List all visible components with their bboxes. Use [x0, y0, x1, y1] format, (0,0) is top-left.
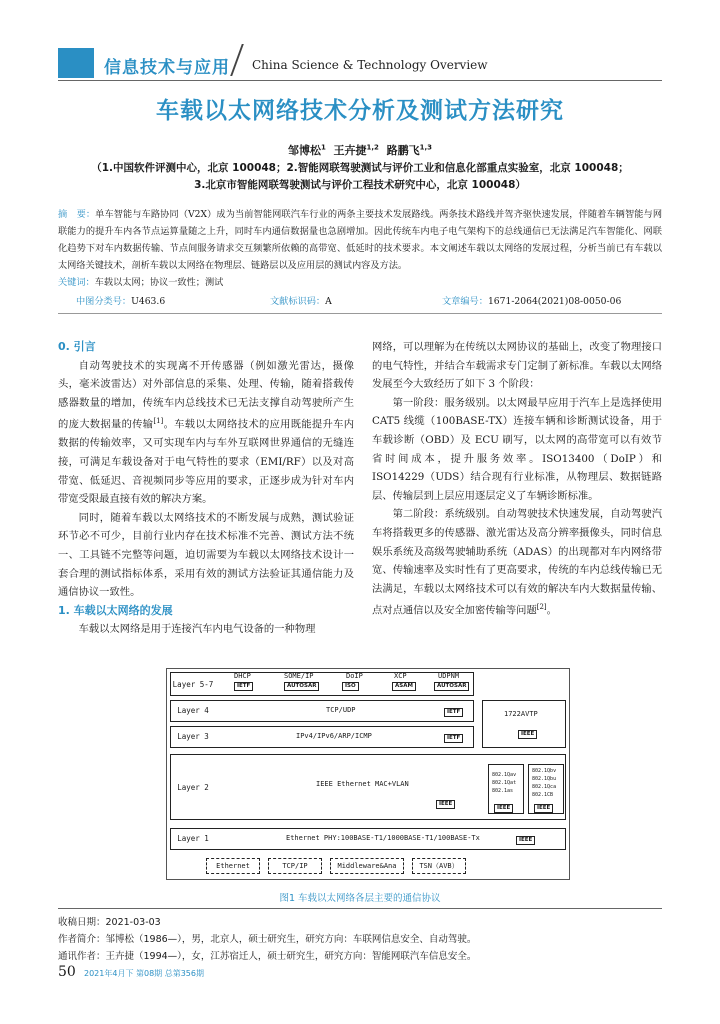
layer-label: Layer 3: [177, 732, 209, 741]
protocol-tag: IEEE: [436, 800, 455, 809]
legend-item: Middleware&Ana: [330, 858, 404, 874]
article-meta: [76, 293, 662, 307]
issue-info: 2021年4月下 第08期 总第356期: [84, 969, 204, 978]
tsn-std: 802.1Qbv: [532, 768, 557, 774]
paragraph: 网络，可以理解为在传统以太网协议的基础上，改变了物理接口的电气特性，并结合车载需求专门定制了新标准。车载以太网络发展至今大致经历了如下 3 个阶段：: [372, 341, 662, 391]
header-accent-bar: [58, 48, 94, 78]
protocol-tag: IEEE: [494, 804, 513, 813]
author-sup: 1,2: [366, 143, 379, 152]
layer-label: Layer 4: [177, 706, 209, 715]
section-heading: 1. 车载以太网络的发展: [58, 603, 173, 617]
left-column: [58, 338, 354, 639]
section-label: 信息技术与应用: [104, 58, 230, 78]
protocol-tag: IETF: [234, 682, 253, 691]
header-rule: [58, 80, 662, 81]
art-value: 1671-2064(2021)08-0050-06: [487, 296, 622, 307]
author-name: 邹博松: [287, 144, 321, 157]
protocol-name: XCP: [394, 672, 407, 680]
protocol-name: DoIP: [346, 672, 363, 680]
protocol-tag: IEEE: [534, 804, 553, 813]
tsn-std: 802.1as: [492, 788, 514, 794]
tsn-std: 802.1Qav: [492, 772, 517, 778]
protocol-name: Ethernet PHY:100BASE-T1/1000BASE-T1/100BASE-Tx: [286, 834, 480, 842]
legend-item: TSN（AVB）: [412, 858, 466, 874]
layer-label: Layer 2: [177, 783, 209, 792]
protocol-tag: IEEE: [518, 730, 537, 739]
protocol-tag: AUTOSAR: [434, 682, 469, 691]
protocol-name: UDPNM: [438, 672, 460, 680]
legend-item: Ethernet: [206, 858, 260, 874]
page-number: 50: [58, 964, 76, 980]
affiliation-line: （1.中国软件评测中心，北京 100048；2.智能网联驾驶测试与评价工业和信息化部重点实验室，北京 100048；: [91, 162, 629, 174]
header-divider: [230, 44, 244, 76]
protocol-name: TCP/UDP: [326, 706, 356, 714]
keywords-label: 关键词：: [58, 277, 95, 288]
tsn-std: 802.1Qat: [492, 780, 517, 786]
protocol-name: SOME/IP: [284, 672, 314, 680]
avtp-box: [482, 700, 566, 748]
protocol-tag: IETF: [444, 734, 463, 743]
author-list: [0, 142, 720, 158]
legend-item: TCP/IP: [268, 858, 322, 874]
abstract-rule: [58, 313, 662, 314]
footnote: 作者简介：邹博松（1986—），男，北京人，硕士研究生，研究方向：车联网信息安全、自动驾驶。: [58, 934, 477, 945]
author-name: 路鹏飞: [386, 144, 420, 157]
tsn-std: 802.1CB: [532, 792, 554, 798]
paragraph: 第一阶段：服务级别。以太网最早应用于汽车上是选择使用 CAT5 线缆（100BASE-TX）连接车辆和诊断测试设备，用于车载诊断（OBD）及 ECU 刷写，以太网的高带宽可以有效节省时间成本，提升服务效率。ISO13400（DoIP）和 ISO14229（UDS）结合现有行业标准，从物理层、数据链路层、传输层到上层应用逐层定义了车辆诊断标准。: [372, 396, 662, 502]
protocol-tag: ASAM: [392, 682, 416, 691]
protocol-tag: IEEE: [516, 836, 535, 845]
protocol-tag: IETF: [444, 708, 463, 717]
author-sup: 1,3: [419, 143, 433, 152]
protocol-name: IPv4/IPv6/ARP/ICMP: [296, 732, 372, 740]
layer-label: Layer 1: [177, 834, 209, 843]
doc-value: A: [325, 296, 332, 307]
protocol-tag: AUTOSAR: [284, 682, 319, 691]
section-heading: 0. 引言: [58, 340, 96, 353]
article-title: 车载以太网络技术分析及测试方法研究: [156, 98, 564, 124]
author-name: 王卉捷: [333, 144, 367, 157]
protocol-layer-diagram: [166, 668, 570, 880]
tsn-std: 802.1Qbu: [532, 776, 557, 782]
protocol-name: IEEE Ethernet MAC+VLAN: [316, 780, 409, 788]
affiliation-line: 3.北京市智能网联驾驶测试与评价工程技术研究中心，北京 100048）: [194, 179, 526, 191]
protocol-tag: ISO: [342, 682, 359, 691]
paragraph: 同时，随着车载以太网络技术的不断发展与成熟，测试验证环节必不可少，目前行业内存在技术标准不完善、测试方法不统一、工具链不完整等问题，迫切需要为车载以太网络技术设计一套合理的测试指标体系，采用有效的测试方法验证其通信能力及通信协议一致性。: [58, 511, 354, 599]
abstract: [58, 206, 662, 291]
protocol-name: DHCP: [234, 672, 251, 680]
art-label: 文章编号：: [442, 296, 488, 307]
clc-label: 中图分类号：: [76, 296, 132, 307]
paragraph: 车载以太网络是用于连接汽车内电气设备的一种物理: [78, 623, 316, 636]
protocol-name: 1722AVTP: [504, 710, 538, 718]
figure-caption: 图1 车载以太网络各层主要的通信协议: [279, 893, 441, 904]
footnote-rule: [58, 908, 662, 909]
paragraph: 第二阶段：系统级别。自动驾驶技术快速发展，自动驾驶汽车将搭载更多的传感器、激光雷达及高分辨率摄像头，同时信息娱乐系统及高级驾驶辅助系统（ADAS）的出现都对车内网络带宽、传输速率及实时性有了更高要求，传统的车内总线传输已无法满足，车载以太网络技术可以有效的解决车内大数据量传输、点对点通信以及安全加密传输等问题[2]。: [372, 508, 662, 617]
tsn-std: 802.1Qca: [532, 784, 557, 790]
author-sup: 1: [320, 143, 326, 152]
abstract-label: 摘 要：: [58, 209, 96, 220]
keywords-text: 车载以太网；协议一致性；测试: [94, 277, 224, 288]
clc-value: U463.6: [131, 296, 166, 307]
layer-label: Layer 5-7: [172, 680, 214, 689]
doc-label: 文献标识码：: [270, 296, 326, 307]
footnote: 收稿日期：2021-03-03: [58, 917, 161, 928]
right-column: [372, 338, 662, 620]
journal-name: China Science & Technology Overview: [252, 58, 488, 72]
paragraph: 自动驾驶技术的实现离不开传感器（例如激光雷达，摄像头，毫米波雷达）对外部信息的采集、处理、传输，随着搭载传感器数量的增加，传统车内总线技术已无法支撑自动驾驶所产生的庞大数据量的传输[1]。车载以太网络技术的应用既能提升车内数据的传输效率，又可实现车内与车外互联网世界通信的无缝连接，可满足车载设备对于电气特性的要求（EMI/RF）以及对高带宽、低延迟、音视频同步等应用的要求，正逐步成为针对车内带宽受限最直接有效的解决方案。: [58, 359, 354, 506]
footnote: 通讯作者：王卉捷（1994—），女，江苏宿迁人，硕士研究生，研究方向：智能网联汽车信息安全。: [58, 951, 477, 962]
abstract-text: 单车智能与车路协同（V2X）成为当前智能网联汽车行业的两条主要技术发展路线。两条技术路线并驾齐驱快速发展，伴随着车辆智能与网联能力的提升车内各节点运算量随之上升，同时车内通信数据量也急剧增加。因此传统车内电子电气架构下的总线通信已无法满足汽车智能化、网联化趋势下对车内数据传输、节点间服务请求交互频繁所依赖的高带宽、低延时的技术要求。本文阐述车载以太网络的发展过程，分析当前已有车载以太网络关键技术，剖析车载以太网络在物理层、链路层以及应用层的测试内容及方法。: [58, 209, 663, 271]
